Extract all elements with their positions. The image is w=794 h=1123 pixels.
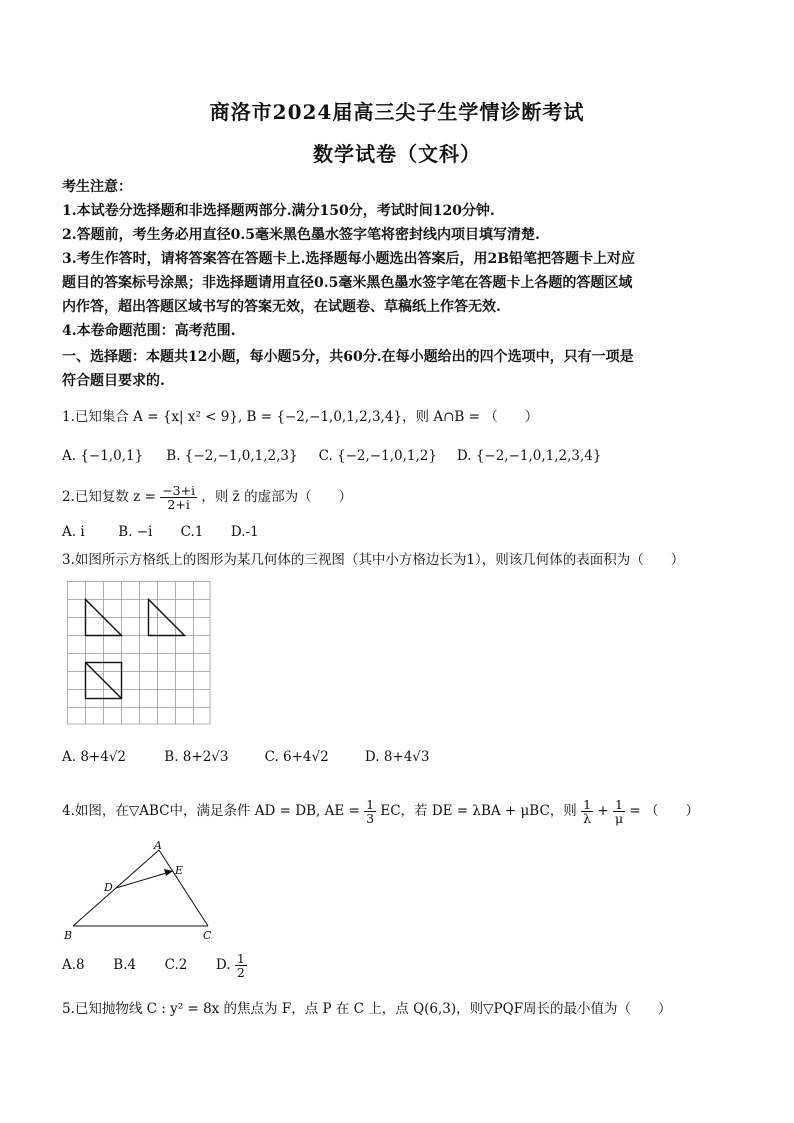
label-d: D [104,881,113,894]
q3-option-b: B. 8+2√3 [164,749,229,765]
q2-option-c: C.1 [180,524,204,540]
q3-option-d: D. 8+4√3 [364,749,430,765]
section-heading-cont: 符合题目要求的. [62,373,165,389]
q4-frac1-num: 1 [366,797,375,812]
q4-frac1-den: 3 [366,811,375,827]
notice-item-1: 1.本试卷分选择题和非选择题两部分.满分150分，考试时间120分钟. [62,203,495,219]
q1-option-c: C. {−2,−1,0,1,2} [318,448,437,464]
q1-option-d: D. {−2,−1,0,1,2,3,4} [456,448,602,464]
exam-subtitle: 数学试卷（文科） [313,142,481,166]
side-ac [159,850,208,926]
q4-option-c: C.2 [164,957,188,974]
q4-option-d [216,952,247,979]
q2-fraction [160,484,197,511]
q2-option-b: B. −i [118,524,153,540]
notice-heading: 考生注意： [62,179,132,195]
q4-option-b: B.4 [113,957,137,974]
q4-fraction-one-third [364,798,376,825]
q2-option-d: D.-1 [230,524,259,540]
q4-option-d-label: D. [215,957,231,974]
q2-stem-pre: 2.已知复数 z = [62,489,156,506]
q4-option-a: A.8 [62,957,85,974]
q3-option-a: A. 8+4√2 [62,749,127,765]
question-2-stem [62,484,732,511]
question-3-stem: 3.如图所示方格纸上的图形为某几何体的三视图（其中小方格边长为1），则该几何体的表面积为（ ） [62,552,685,568]
q4-option-d-fraction [235,952,247,979]
q3-option-c: C. 6+4√2 [264,749,329,765]
q4-stem-post: = （ ） [629,803,699,820]
q1-option-b: B. {−2,−1,0,1,2,3} [166,448,298,464]
q4-fraction-inv-lambda [581,798,593,825]
q4-stem-mid: EC，若 DE = λBA + μBC，则 [380,803,577,820]
q2-fraction-numerator: −3+i [162,483,196,498]
question-2-options [62,524,259,540]
q4-optd-num: 1 [236,951,245,966]
q4-optd-den: 2 [236,965,245,981]
q4-stem-pre: 4.如图，在▽ABC中，满足条件 AD = DB, AE = [62,803,360,820]
q4-plus: + [597,803,609,820]
notice-item-2: 2.答题前，考生务必用直径0.5毫米黑色墨水签字笔将密封线内项目填写清楚. [62,227,540,243]
notice-item-3-cont1: 题目的答案标号涂黑；非选择题请用直径0.5毫米黑色墨水签字笔在答题卡上各题的答题区域 [62,275,633,291]
q2-fraction-denominator: 2+i [167,497,190,513]
question-1-stem: 1.已知集合 A = {x| x² < 9}, B = {−2,−1,0,1,2,3,4}，则 A∩B = （ ） [62,409,539,425]
notice-item-4: 4.本卷命题范围：高考范围. [62,323,236,339]
label-a: A [154,839,162,852]
question-4-stem [62,798,732,825]
q1-option-a: A. {−1,0,1} [62,448,144,464]
q4-frac3-den: μ [614,811,624,827]
notice-item-3: 3.考生作答时，请将答案答在答题卡上.选择题每小题选出答案后，用2B铅笔把答题卡上对应 [62,251,636,267]
q2-stem-post: ，则 z̄ 的虚部为（ ） [201,489,353,506]
q4-frac2-den: λ [583,811,592,827]
section-heading: 一、选择题：本题共12小题，每小题5分，共60分.在每小题给出的四个选项中，只有一项是 [62,349,634,365]
label-e: E [175,864,184,877]
q2-option-a: A. i [62,524,85,540]
notice-item-3-cont2: 内作答，超出答题区域书写的答案无效，在试题卷、草稿纸上作答无效. [62,299,501,315]
q4-fraction-inv-mu [613,798,625,825]
vector-de [116,871,173,888]
triangle-abc-figure [60,838,220,946]
question-5-stem: 5.已知抛物线 C : y² = 8x 的焦点为 F，点 P 在 C 上，点 Q(6,3)，则▽PQF周长的最小值为（ ） [62,1001,672,1017]
q4-frac3-num: 1 [613,798,625,812]
exam-title: 商洛市2024届高三尖子生学情诊断考试 [209,100,585,124]
three-view-grid-figure [67,581,211,725]
question-1-options [62,448,602,464]
question-4-options [62,952,247,979]
label-c: C [203,929,212,942]
label-b: B [64,929,73,942]
question-3-options [62,749,430,765]
q4-frac2-num: 1 [583,797,592,812]
